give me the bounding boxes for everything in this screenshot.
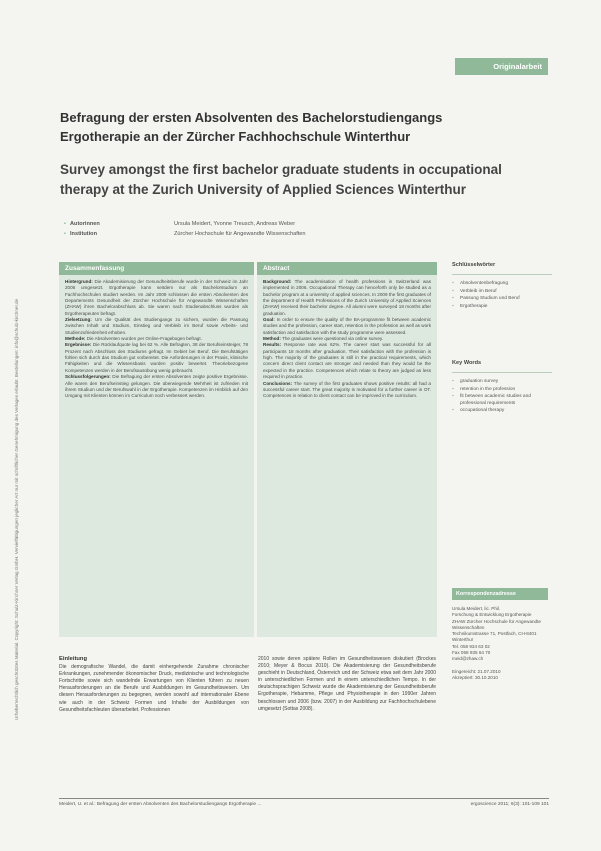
keyword-item: ▪ Ergotherapie (452, 304, 552, 311)
footer-journal: ergoscience 2011; 6(3): 101-109 101 (470, 802, 549, 807)
institution-label: ▪ Institution (64, 231, 154, 237)
zusammenfassung-paragraph: Ergebnisse: Die Rücklaufquote lag bei 62 %. Alle Befragten, 38 der Berufseinsteiger, 78 Prozent nach Abschluss des Studiums gefragt. Im Gebiet bei Beruf. Die Berufstätigen fühlen sich durch das Studium gut vorbereitet. Die Anforderungen in der Praxis, klinische Fähigkeiten und die Wissensbasis wurden positiv bewertet. Theoriebezogene Kompetenzen werden in der Berufsausübung wenig gebraucht. (65, 342, 249, 373)
body-text: Die demografische Wandel, die damit einhergehende Zunahme chronischer Erkrankungen, zunehmender ökonomischer Druck, medizinische und technologische Fortschritte sowie sich wandelnde Erwartungen von Klienten führen zu neuen Herausforderungen an die Berufe und Ausbildungen im Gesundheitswesen. Um diesen Herausforderungen zu begegnen, werden sowohl auf internationaler Ebene wie auch in der Schweiz Formen und Inhalte der Ausbildungen von Gesundheitsfachleuten überarbeitet. Professionen (59, 664, 249, 713)
contact-address: Ursula Meidert, lic. Phil. Forschung & Entwicklung Ergotherapie ZHAW Zürcher Hochschule für Angewandte Wissenschaften Technikumstrasse 71, Postfach, CH-8401 Winterthur Tel. 058 934 63 02 Fax 058 935 64 70 meid@zhaw.ch Eingereicht: 21.07.2010 Akzeptiert: 30.10.2010 (452, 606, 541, 681)
zusammenfassung-body (59, 275, 254, 404)
keyword-item: ▪ retention in the profession (452, 387, 552, 394)
abstract-paragraph: Conclusions: The survey of the first graduates shows positive results: all had a successful career start. The great majority is motivated for a further career in OT. Competences in relation to client contact can be improved in the curriculum. (263, 380, 431, 399)
abstract-paragraph: Background: The academisation of health professions in Switzerland was implemented in 2006. Occupational Therapy can henceforth only be studied as a bachelor program at a university of applied sciences. In 2009 the first graduates of the department of Health Professions of the Zurich University of Applied Sciences (ZHAW) received their bachelor degree. All alumni were surveyed 18 months after graduation. (263, 279, 431, 316)
zusammenfassung-paragraph: Schlussfolgerungen: Die Befragung der ersten Absolventen zeigte positive Ergebnisse. Alle waren den Berufseinstieg gelungen. Die überwiegende Mehrheit ist zufrieden mit ihrem Studium und der Berufswahl in der Ergotherapie. Kompetenzen im Hinblick auf den Umgang mit Klienten können im Curriculum noch verbessert werden. (65, 374, 248, 399)
copyright-sidebar (4, 80, 19, 720)
keyword-item: ▪ Verbleib im Beruf (452, 289, 552, 296)
section-heading: Einleitung (59, 656, 88, 662)
keywords-german-header: Schlüsselwörter (452, 262, 496, 268)
keyword-item: ▪ occupational therapy (452, 408, 552, 415)
divider (452, 274, 552, 275)
title-german: Befragung der ersten Absolventen des Bachelorstudiengangs Ergotherapie an der Zürcher Fachhochschule Winterthur (60, 110, 443, 144)
authors-value: Ursula Meidert, Yvonne Treusch, Andreas Weber (174, 221, 296, 227)
article-type-label: Originalarbeit (493, 62, 542, 71)
title-english: Survey amongst the first bachelor graduate students in occupational therapy at the Zurich University of Applied Sciences Winterthur (60, 162, 502, 197)
footer-citation: Meidert, U. et al.: Befragung der ersten Absolventen des Bachelorstudiengangs Ergotherapie ... (59, 802, 262, 807)
abstract-paragraph: Method: The graduates were questioned via online survey. (263, 336, 384, 342)
keywords-english-list (452, 379, 552, 415)
zusammenfassung-box (59, 262, 254, 637)
authors-label: ▪ Autorinnen (64, 221, 154, 227)
zusammenfassung-paragraph: Hintergrund: Die Akademisierung der Gesundheitsberufe wurde in der Schweiz im Jahr 2006 umgesetzt. Ergotherapie kann seitdem nur als Bachelorstudium an Fachhochschulen studiert werden. Im Jahr 2009 schlossen die ersten Absolventen des Departements Gesundheit der Zürcher Hochschule für Angewandte Wissenschaften (ZHAW) ihren Bachelorabschluss ab. Sie waren nach Studienabschluss wurden als Ergotherapeuten befragt. (65, 279, 248, 316)
keywords-german (452, 262, 552, 311)
abstract-header: Abstract (257, 262, 437, 275)
abstract-paragraph: Results: Response rate was 62%. The career start was successful for all participants 18 months after graduation. Their satisfaction with the profession is high. The majority of the graduates is still in the practical requirements, which concern direct client contact are stronger and needed than they would be the expected in the practice. Competences which relate to theory are judged as less required in practice. (263, 342, 431, 380)
keywords-english-header: Key Words (452, 360, 482, 366)
zusammenfassung-header: Zusammenfassung (59, 262, 254, 275)
zusammenfassung-paragraph: Zielsetzung: Um die Qualität des Studiengangs zu sichern, wurden die Passung zwischen Inhalt und Studium, Einstieg und Verbleib im Beruf sowie Arbeits- und Studienzufriedenheit erhoben. (65, 317, 248, 335)
body-column-2 (258, 656, 436, 713)
body-column-1 (59, 656, 249, 714)
contact-header: Korrespondenzadresse (452, 588, 548, 600)
abstract-box (257, 262, 437, 637)
zusammenfassung-paragraph: Methode: Die Absolventen wurden per Online-Fragebogen befragt. (65, 336, 202, 342)
article-type-banner (455, 58, 548, 75)
keyword-item: ▪ Absolventenbefragung (452, 281, 552, 288)
abstract-body (257, 275, 437, 404)
abstract-paragraph: Goal: In order to ensure the quality of the BA-programme fit between academic studies and the profession, career start, retention in the profession as well as work satisfaction and satisfaction with the study programme were assessed. (263, 317, 431, 335)
copyright-sidebar-text: Urheberrechtlich geschütztes Material. Copyright: Schulz-Kirchner Verlag GmbH. Vervielfältigungen jeglicher Art nur mit schriftlicher Genehmigung des Verlages erlaubt. Bestellungen: info@schulz-kirchner.de (14, 298, 19, 720)
keyword-item: ▪ fit between academic studies and professional requirements (452, 394, 552, 407)
institution-value: Zürcher Hochschule für Angewandte Wissenschaften (174, 231, 306, 237)
keywords-german-list (452, 281, 552, 310)
keyword-item: ▪ Passung Studium und Beruf (452, 296, 552, 303)
divider (452, 372, 552, 373)
body-text: 2010 sowie deren spätere Rollen im Gesundheitswesen diskutiert (Brockes 2010; Meyer & Bocus 2010). Die Akademisierung der Gesundheitsberufe geschieht in Deutschland, Österreich und der Schweiz etwa seit dem Jahr 2000 in unterschiedlichen Formen und in einem unterschiedlichen Tempo. In der deutschsprachigen Schweiz wurde die Akademisierung der Gesundheitsberufe Ergotherapie, Hebamme, Pflege und Physiotherapie in den 1990er Jahren beschlossen und 2006 (bzw. 2007) in der Ausbildung zur Fachhochschulebene umgesetzt (Sottas 2008). (258, 656, 436, 712)
footer-divider (59, 798, 549, 799)
keyword-item: ▪ graduation survey (452, 379, 552, 386)
keywords-english (452, 360, 552, 416)
